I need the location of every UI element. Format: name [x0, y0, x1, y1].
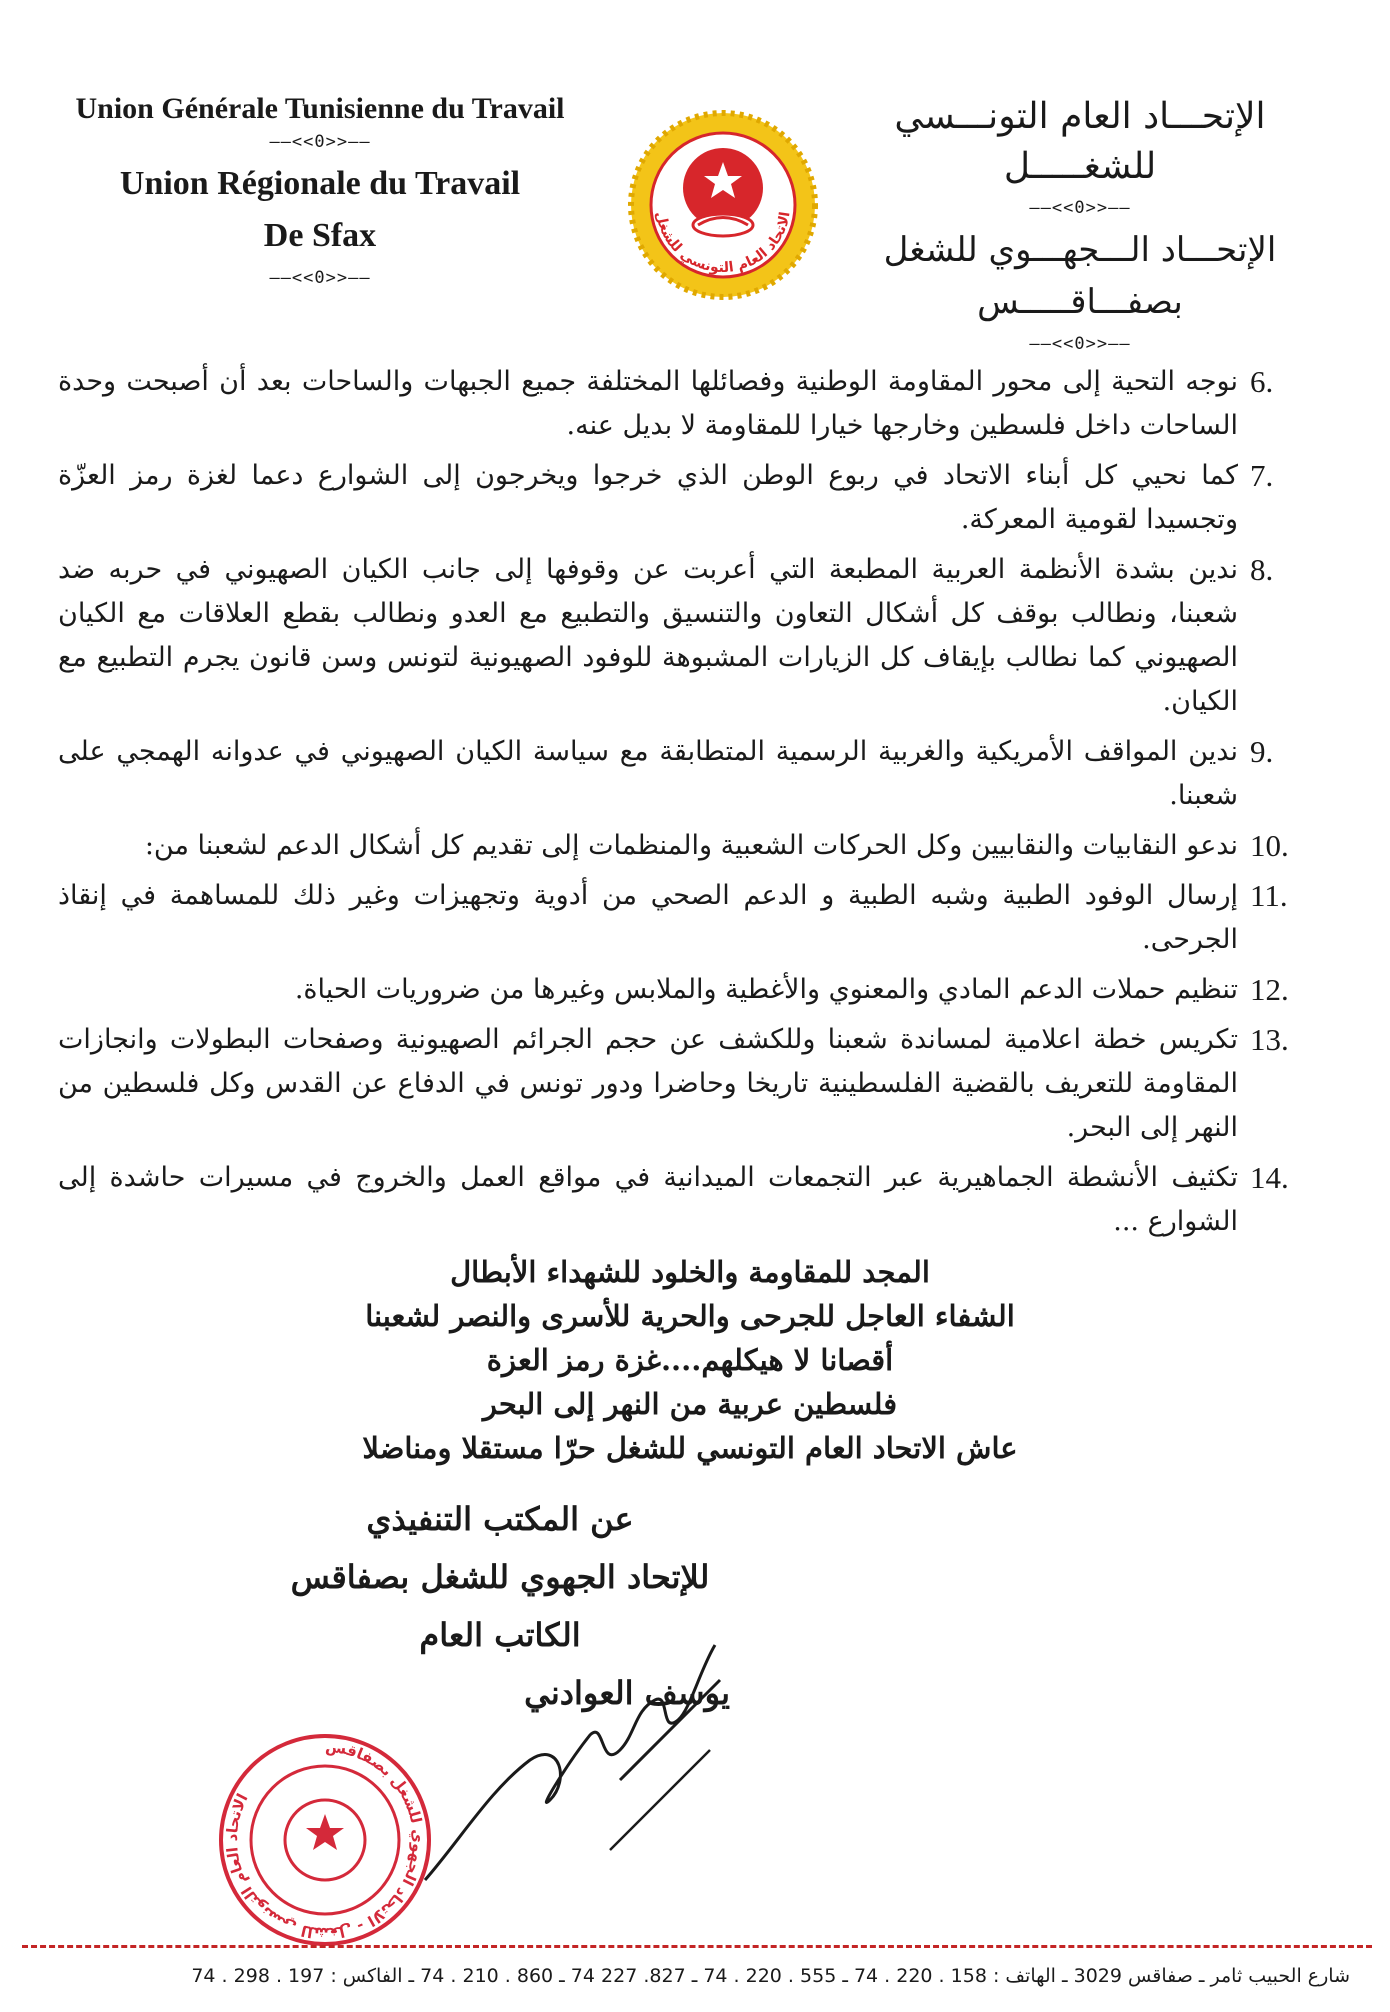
item-number: 7. — [1250, 458, 1274, 493]
item-text: نوجه التحية إلى محور المقاومة الوطنية وفصائلها المختلفة جميع الجبهات والساحات بعد أن أصبحت وحدة الساحات داخل فلسطين وخارجها خيارا للمقاومة لا بديل عنه. — [58, 366, 1238, 441]
closing-slogans — [190, 1250, 1190, 1470]
signature-regional-union: للإتحاد الجهوي للشغل بصفاقس — [290, 1558, 710, 1596]
header-ar-sfax: بصفـــاقـــــس — [977, 282, 1183, 322]
signature-name: يوسف العوادني — [524, 1674, 730, 1712]
item-number: 6. — [1250, 364, 1274, 399]
list-item — [58, 874, 1288, 962]
list-item — [58, 548, 1274, 724]
header-fr-union-generale: Union Générale Tunisienne du Travail — [75, 92, 565, 125]
item-number: 8. — [1250, 552, 1274, 587]
list-item — [58, 360, 1274, 448]
item-text: تنظيم حملات الدعم المادي والمعنوي والأغطية والملابس وغيرها من ضروريات الحياة. — [294, 974, 1238, 1005]
handshake-icon — [693, 214, 753, 236]
star-icon — [306, 1814, 344, 1850]
signature-executive-office: عن المكتب التنفيذي — [366, 1500, 634, 1538]
item-text: ندين بشدة الأنظمة العربية المطبعة التي أعربت عن وقوفها إلى جانب الكيان الصهيوني في حربه ضد شعبنا، ونطالب بوقف كل أشكال التعاون والتنسيق والتطبيع مع العدو ونطالب بقطع العلاقات مع الكيان الصهيوني كما نطالب بإيقاف كل الزيارات المشبوهة للوفود الصهيونية لتونس وسن قانون يجرم التطبيع مع الكيان. — [58, 554, 1239, 717]
header-fr-sfax: De Sfax — [263, 217, 377, 254]
ornament-divider: ——<<0>>—— — [1029, 198, 1131, 218]
logo-text: الاتحاد العام التونسي للشغل — [652, 210, 794, 277]
statement-list — [58, 360, 1289, 1250]
slogan-line: أقصانا لا هيكلهم....غزة رمز العزة — [486, 1343, 894, 1377]
footer-contact: شارع الحبيب ثامر ـ صفاقس 3029 ـ الهاتف : 158 . 220 . 74 ـ 555 . 220 . 74 ـ 827. 227 74 ـ 860 . 210 . 74 ـ الفاكس : 197 . 298 . 74 — [191, 1965, 1350, 1987]
item-number: 14. — [1250, 1160, 1289, 1195]
slogan-line: الشفاء العاجل للجرحى والحرية للأسرى والنصر لشعبنا — [365, 1299, 1015, 1333]
ornament-divider: ——<<0>>—— — [1029, 334, 1131, 354]
item-text: ندعو النقابيات والنقابيين وكل الحركات الشعبية والمنظمات إلى تقديم كل أشكال الدعم لشعبنا من: — [144, 830, 1238, 861]
item-number: 11. — [1250, 878, 1288, 913]
list-item — [58, 730, 1274, 818]
header-ar-union-regionale: الإتحـــاد الـــجهـــوي للشغل — [883, 230, 1277, 270]
list-item — [58, 454, 1274, 542]
header-arabic — [830, 92, 1330, 360]
signature-secretary-general: الكاتب العام — [419, 1616, 581, 1654]
list-item — [58, 1018, 1289, 1150]
ornament-divider: ——<<0>>—— — [269, 132, 371, 152]
item-text: إرسال الوفود الطبية وشبه الطبية و الدعم الصحي من أدوية وتجهيزات وغير ذلك للمساهمة في إنقاذ الجرحى. — [58, 880, 1238, 955]
stamp-text: الاتحاد العام التونسي للشغل - الاتحاد الجهوي للشغل بصفاقس — [222, 1737, 428, 1943]
official-stamp — [215, 1730, 435, 1950]
ugtt-logo — [628, 110, 818, 300]
header-french — [30, 92, 610, 294]
list-item — [58, 1156, 1289, 1244]
item-text: تكثيف الأنشطة الجماهيرية عبر التجمعات الميدانية في مواقع العمل والخروج في مسيرات حاشدة إلى الشوارع ... — [58, 1162, 1238, 1237]
list-item — [58, 968, 1289, 1012]
item-number: 12. — [1250, 972, 1289, 1007]
slogan-line: المجد للمقاومة والخلود للشهداء الأبطال — [450, 1255, 930, 1289]
header-fr-union-regionale: Union Régionale du Travail — [119, 165, 521, 202]
handwritten-signature — [420, 1640, 740, 1900]
list-item — [58, 824, 1289, 868]
slogan-line: عاش الاتحاد العام التونسي للشغل حرّا مستقلا ومناضلا — [362, 1431, 1018, 1465]
item-text: كما نحيي كل أبناء الاتحاد في ربوع الوطن الذي خرجوا ويخرجون إلى الشوارع دعما لغزة رمز العزّة وتجسيدا لقومية المعركة. — [58, 460, 1238, 535]
header-ar-union-generale: الإتحـــاد العام التونـــسي للشغـــــل — [894, 96, 1266, 187]
ornament-divider: ——<<0>>—— — [269, 268, 371, 288]
item-number: 13. — [1250, 1022, 1289, 1057]
footer-divider — [22, 1945, 1372, 1948]
item-text: ندين المواقف الأمريكية والغربية الرسمية المتطابقة مع سياسة الكيان الصهيوني في عدوانه الهمجي على شعبنا. — [58, 736, 1238, 811]
item-number: 9. — [1250, 734, 1274, 769]
item-text: تكريس خطة اعلامية لمساندة شعبنا وللكشف عن حجم الجرائم الصهيونية وصفحات البطولات وانجازات المقاومة للتعريف بالقضية الفلسطينية تاريخا وحاضرا ودور تونس في الدفاع عن القدس وكل فلسطين من النهر إلى البحر. — [58, 1024, 1238, 1143]
item-number: 10. — [1250, 828, 1289, 863]
slogan-line: فلسطين عربية من النهر إلى البحر — [482, 1387, 898, 1421]
